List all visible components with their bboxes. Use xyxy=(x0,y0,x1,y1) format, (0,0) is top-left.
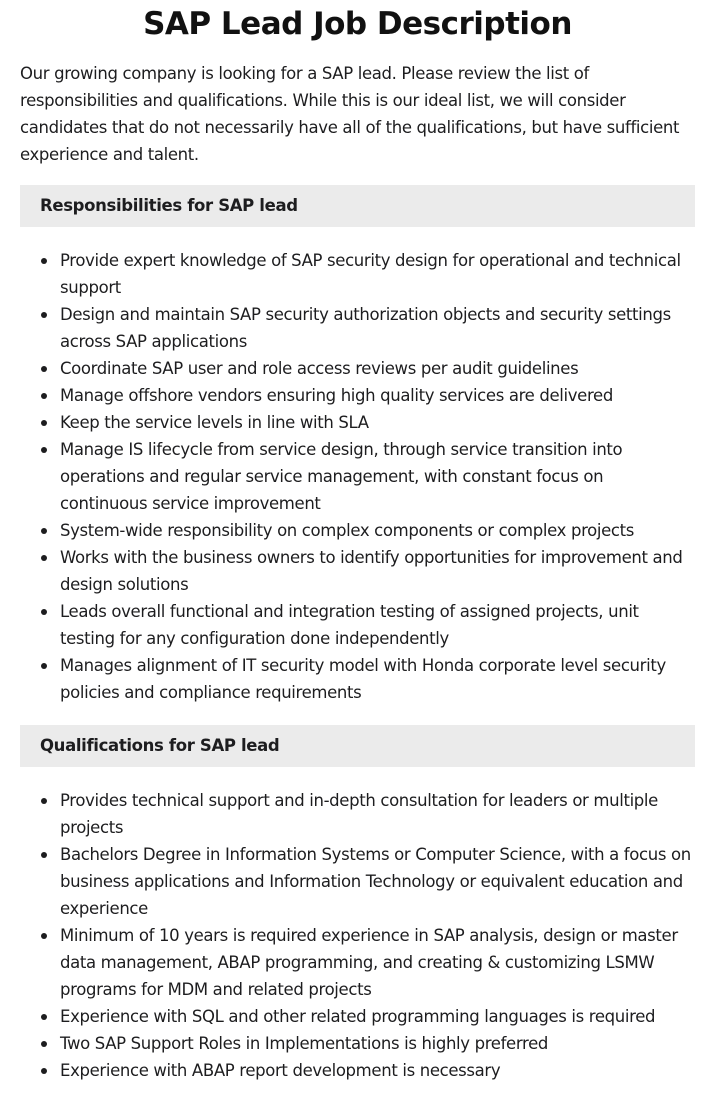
list-item-text: Provides technical support and in-depth consultation for leaders or multiple projects xyxy=(60,791,658,837)
bullet-icon xyxy=(41,528,47,534)
list-item-text: Manage IS lifecycle from service design, through service transition into operations and regular service management, with constant focus on continuous service improvement xyxy=(60,440,623,513)
list-item-text: System-wide responsibility on complex components or complex projects xyxy=(60,521,635,540)
bullet-icon xyxy=(41,933,47,939)
list-item xyxy=(20,436,695,517)
page-title: SAP Lead Job Description xyxy=(143,6,572,42)
list-item xyxy=(20,1057,695,1084)
list-item xyxy=(20,841,695,922)
list-item-text: Design and maintain SAP security authorization objects and security settings across SAP applications xyxy=(60,305,671,351)
bullet-icon xyxy=(41,852,47,858)
list-item-text: Keep the service levels in line with SLA xyxy=(60,413,369,432)
bullet-icon xyxy=(41,447,47,453)
list-item xyxy=(20,409,695,436)
bullet-icon xyxy=(41,1041,47,1047)
bullet-icon xyxy=(41,312,47,318)
list-item xyxy=(20,517,695,544)
list-item-text: Provide expert knowledge of SAP security design for operational and technical support xyxy=(60,251,681,297)
bullet-icon xyxy=(41,1014,47,1020)
list-item-text: Experience with ABAP report development is necessary xyxy=(60,1061,501,1080)
list-item xyxy=(20,922,695,1003)
list-item xyxy=(20,652,695,706)
bullet-icon xyxy=(41,798,47,804)
list-item-text: Leads overall functional and integration testing of assigned projects, unit testing for any configuration done independently xyxy=(60,602,639,648)
bullet-icon xyxy=(41,1068,47,1074)
list-item-text: Experience with SQL and other related programming languages is required xyxy=(60,1007,656,1026)
list-item xyxy=(20,544,695,598)
responsibilities-list xyxy=(20,247,695,706)
bullet-icon xyxy=(41,609,47,615)
responsibilities-heading: Responsibilities for SAP lead xyxy=(20,185,695,227)
list-item xyxy=(20,598,695,652)
job-description-page xyxy=(20,0,695,1084)
list-item-text: Minimum of 10 years is required experience in SAP analysis, design or master data management, ABAP programming, and creating & customizing LSMW programs for MDM and related projects xyxy=(60,926,678,999)
intro-paragraph: Our growing company is looking for a SAP lead. Please review the list of responsibilities and qualifications. While this is our ideal list, we will consider candidates that do not necessarily have all of the qualifications, but have sufficient experience and talent. xyxy=(20,64,680,164)
bullet-icon xyxy=(41,366,47,372)
bullet-icon xyxy=(41,420,47,426)
qualifications-heading: Qualifications for SAP lead xyxy=(20,725,695,767)
list-item-text: Manages alignment of IT security model with Honda corporate level security policies and compliance requirements xyxy=(60,656,666,702)
list-item xyxy=(20,247,695,301)
list-item xyxy=(20,301,695,355)
list-item xyxy=(20,382,695,409)
list-item xyxy=(20,1030,695,1057)
bullet-icon xyxy=(41,393,47,399)
list-item xyxy=(20,787,695,841)
list-item xyxy=(20,355,695,382)
bullet-icon xyxy=(41,555,47,561)
list-item-text: Coordinate SAP user and role access reviews per audit guidelines xyxy=(60,359,579,378)
list-item-text: Bachelors Degree in Information Systems or Computer Science, with a focus on business applications and Information Technology or equivalent education and experience xyxy=(60,845,691,918)
bullet-icon xyxy=(41,663,47,669)
list-item-text: Works with the business owners to identify opportunities for improvement and design solutions xyxy=(60,548,683,594)
list-item-text: Two SAP Support Roles in Implementations is highly preferred xyxy=(60,1034,548,1053)
list-item xyxy=(20,1003,695,1030)
qualifications-list xyxy=(20,787,695,1084)
bullet-icon xyxy=(41,258,47,264)
list-item-text: Manage offshore vendors ensuring high quality services are delivered xyxy=(60,386,613,405)
